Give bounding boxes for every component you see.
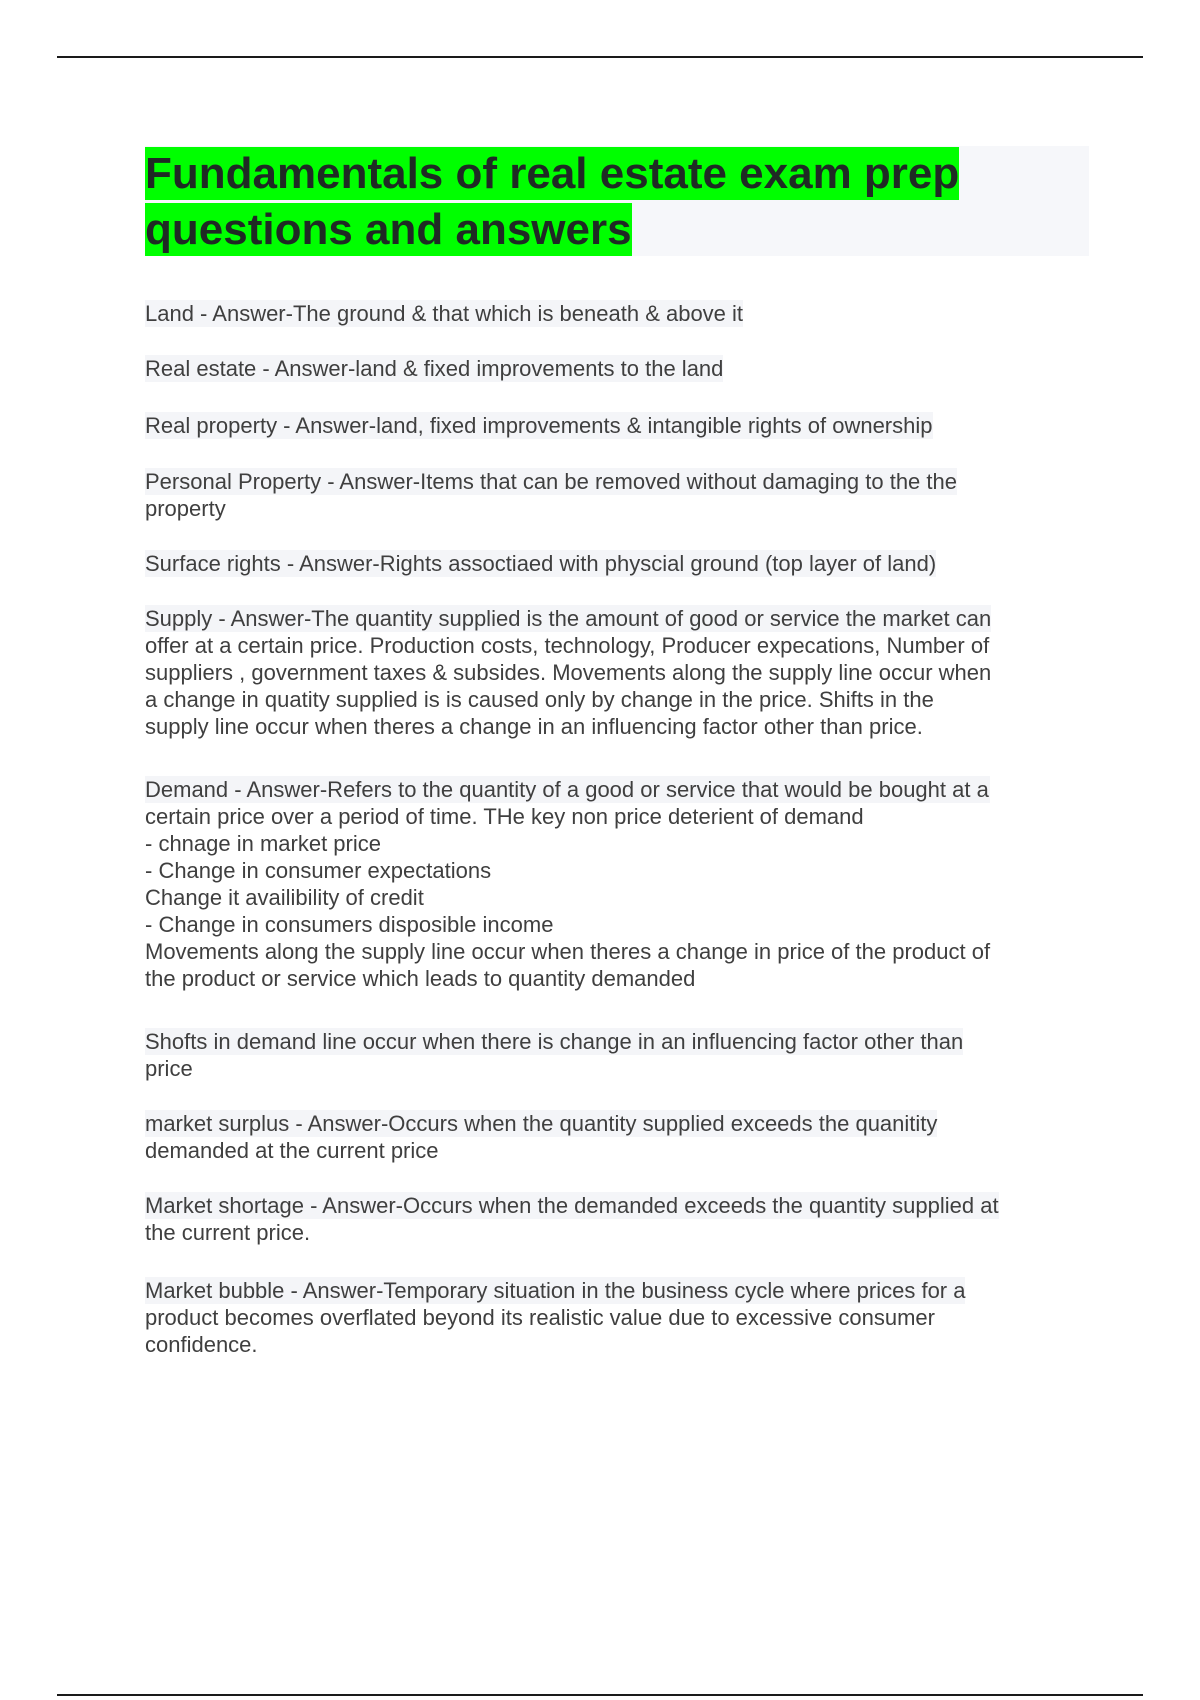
qa-line: Change it availibility of credit: [145, 885, 424, 910]
qa-item-market-shortage: [145, 1192, 999, 1246]
qa-line: - chnage in market price: [145, 831, 381, 856]
qa-item-demand-shifts: [145, 1028, 963, 1082]
qa-item-market-bubble: [145, 1277, 965, 1358]
qa-line: Real property - Answer-land, fixed improvements & intangible rights of ownership: [145, 413, 933, 438]
qa-line: price: [145, 1056, 193, 1081]
qa-line: Market bubble - Answer-Temporary situation in the business cycle where prices for a: [145, 1278, 966, 1303]
qa-line: a change in quatity supplied is is caused only by change in the price. Shifts in the: [145, 687, 934, 712]
qa-line: confidence.: [145, 1332, 258, 1357]
title-line-2: questions and answers: [145, 205, 632, 254]
qa-line: - Change in consumer expectations: [145, 858, 492, 883]
qa-line: Land - Answer-The ground & that which is beneath & above it: [145, 301, 744, 326]
qa-line: Shofts in demand line occur when there is change in an influencing factor other than: [145, 1029, 964, 1054]
qa-line: Real estate - Answer-land & fixed improvements to the land: [145, 356, 724, 381]
title-block: [145, 146, 1089, 256]
qa-line: the current price.: [145, 1220, 311, 1245]
qa-item-personal-property: [145, 468, 957, 522]
qa-line: Demand - Answer-Refers to the quantity of a good or service that would be bought at a: [145, 777, 989, 802]
page-title: [145, 146, 1089, 258]
qa-line: offer at a certain price. Production costs, technology, Producer expecations, Number of: [145, 633, 990, 658]
qa-item-market-surplus: [145, 1110, 937, 1164]
top-rule: [57, 56, 1143, 58]
qa-line: product becomes overflated beyond its realistic value due to excessive consumer: [145, 1305, 935, 1330]
qa-line: Surface rights - Answer-Rights assoctiaed with physcial ground (top layer of land): [145, 551, 937, 576]
qa-item-land: [145, 300, 743, 327]
qa-line: the product or service which leads to quantity demanded: [145, 966, 696, 991]
qa-item-demand: [145, 776, 990, 992]
qa-line: market surplus - Answer-Occurs when the quantity supplied exceeds the quanitity: [145, 1111, 938, 1136]
qa-item-supply: [145, 605, 991, 740]
qa-line: Market shortage - Answer-Occurs when the demanded exceeds the quantity supplied at: [145, 1193, 999, 1218]
qa-line: Supply - Answer-The quantity supplied is the amount of good or service the market can: [145, 606, 992, 631]
qa-line: Movements along the supply line occur when theres a change in price of the product of: [145, 939, 991, 964]
qa-line: - Change in consumers disposible income: [145, 912, 554, 937]
qa-line: suppliers , government taxes & subsides. Movements along the supply line occur when: [145, 660, 992, 685]
qa-item-surface-rights: [145, 550, 936, 577]
title-line-1: Fundamentals of real estate exam prep: [145, 149, 960, 198]
qa-line: supply line occur when theres a change in an influencing factor other than price.: [145, 714, 923, 739]
qa-item-real-property: [145, 412, 933, 439]
bottom-rule: [57, 1694, 1143, 1696]
qa-line: Personal Property - Answer-Items that can be removed without damaging to the the: [145, 469, 957, 494]
qa-line: certain price over a period of time. THe key non price deterient of demand: [145, 804, 864, 829]
qa-line: demanded at the current price: [145, 1138, 439, 1163]
qa-item-real-estate: [145, 355, 723, 382]
qa-line: property: [145, 496, 226, 521]
